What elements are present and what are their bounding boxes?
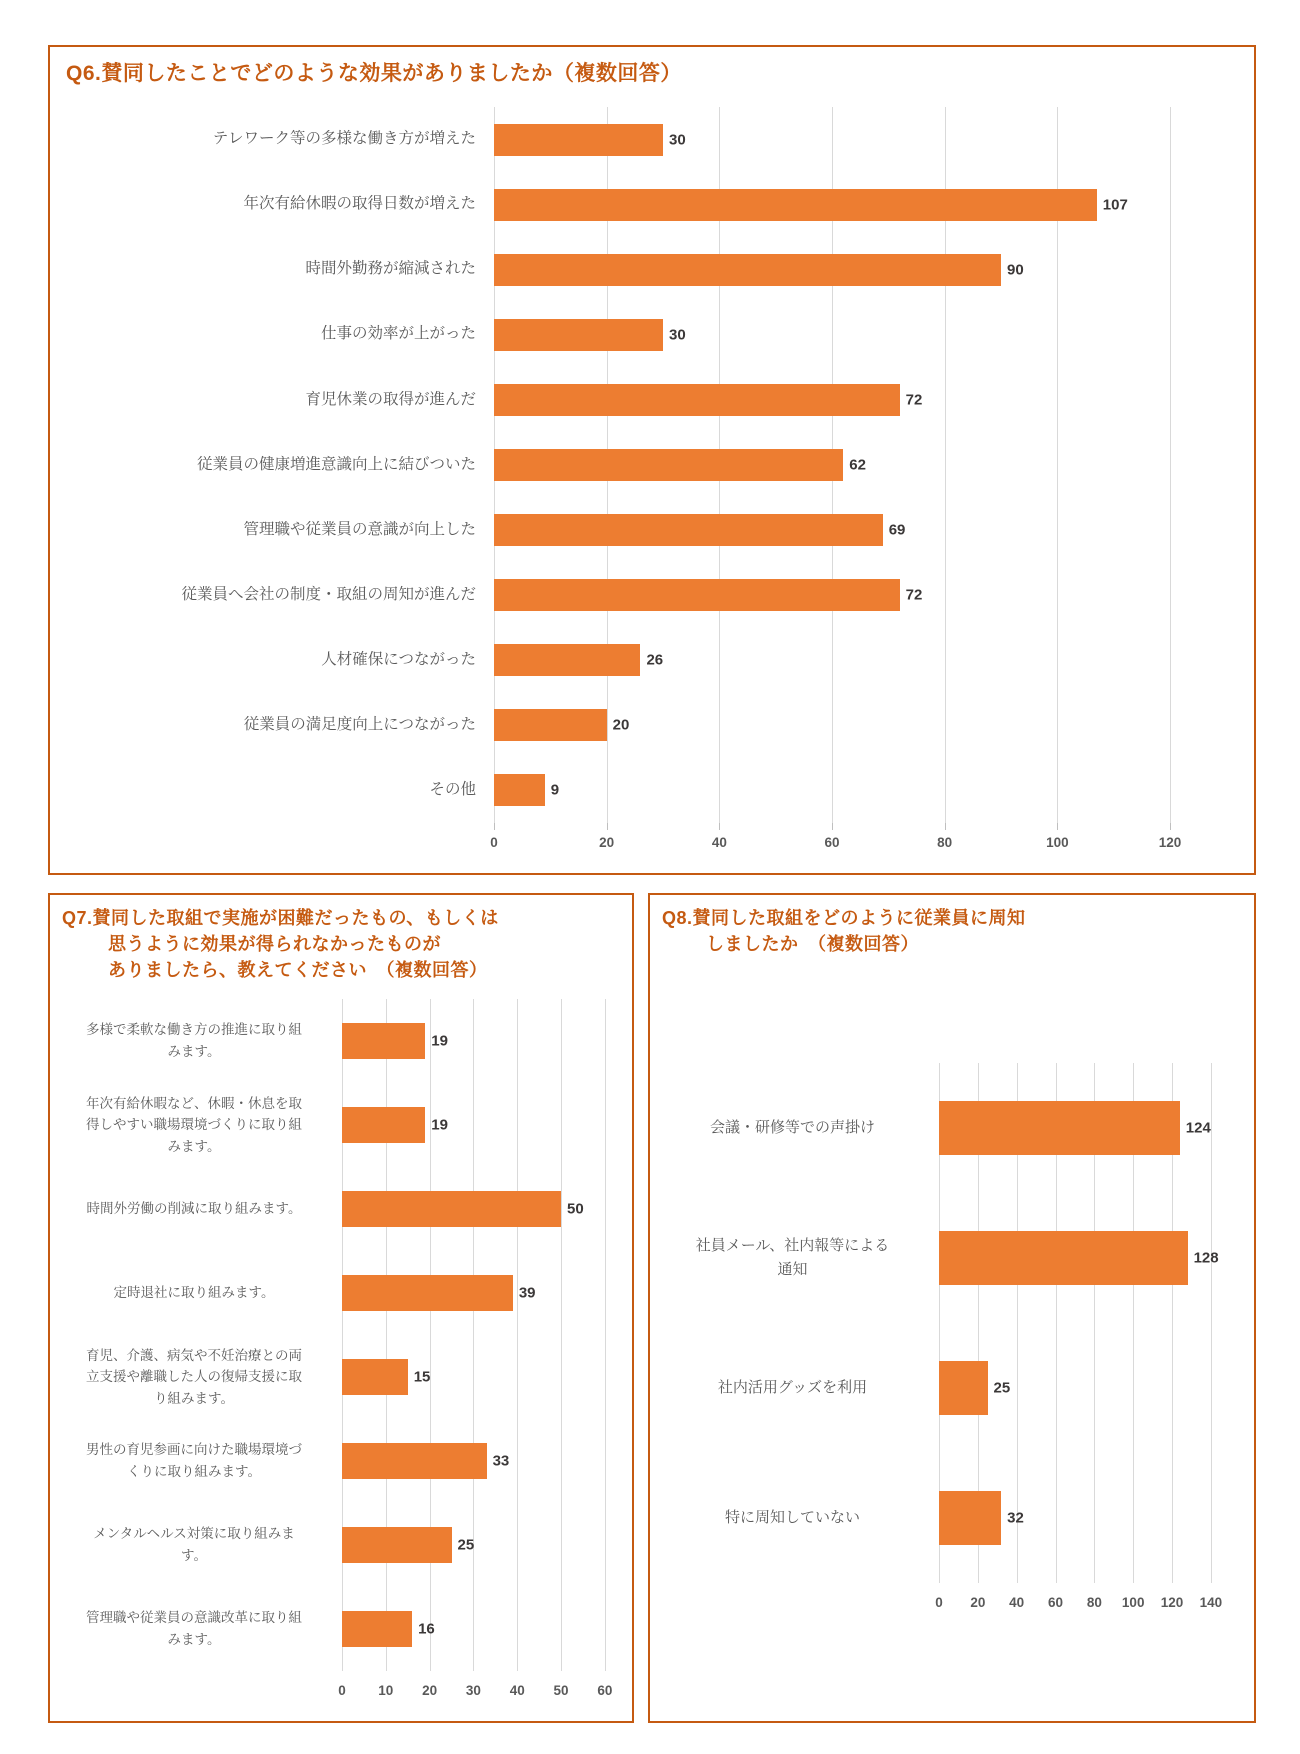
chart-title — [66, 59, 682, 89]
chart-title-line: Q8.賛同した取組をどのように従業員に周知 — [662, 908, 1026, 928]
bar — [939, 1491, 1001, 1545]
value-label: 72 — [905, 391, 923, 409]
category-label-line: 多様で柔軟な働き方の推進に取り組 — [86, 1022, 302, 1038]
axis-tick-label: 60 — [824, 835, 840, 850]
plot-area — [656, 1063, 1240, 1627]
category-label — [56, 1282, 342, 1304]
category-label-line: メンタルヘルス対策に取り組みま — [93, 1526, 295, 1542]
category-label-line: 人材確保につながった — [321, 650, 476, 668]
chart-title-line: 思うように効果が得られなかったものが — [108, 934, 441, 955]
bar — [494, 384, 900, 416]
bar-cell — [494, 758, 1232, 823]
category-label-line: 育児、介護、病気や不妊治療との両 — [86, 1347, 302, 1363]
category-label — [58, 192, 494, 217]
axis-tick-label: 80 — [937, 835, 953, 850]
bar-cell — [342, 999, 618, 1083]
category-label-line: 従業員へ会社の制度・取組の周知が進んだ — [181, 585, 476, 603]
category-label-line: 得しやすい職場環境づくりに取り組 — [86, 1117, 302, 1133]
category-label — [56, 1019, 342, 1062]
bar-cell — [342, 1503, 618, 1587]
axis-tick — [607, 823, 608, 830]
bar-cell — [342, 1587, 618, 1671]
axis-tick — [719, 823, 720, 830]
bar — [342, 1107, 425, 1143]
bar-cell — [494, 237, 1232, 302]
axis-tick — [1057, 823, 1058, 830]
axis-tick — [832, 823, 833, 830]
axis-tick-label: 0 — [338, 1683, 346, 1698]
category-label — [58, 778, 494, 803]
category-label-line: その他 — [429, 781, 476, 799]
bar-cell — [939, 1193, 1240, 1323]
x-axis — [338, 1671, 618, 1715]
axis-tick-label: 0 — [935, 1595, 943, 1610]
axis-tick-label: 80 — [1086, 1595, 1102, 1610]
category-label-line: 年次有給休暇の取得日数が増えた — [243, 195, 476, 213]
category-label-line: 管理職や従業員の意識改革に取り組 — [86, 1610, 302, 1626]
category-label — [56, 1345, 342, 1410]
value-label: 124 — [1185, 1119, 1211, 1137]
axis-tick-label: 20 — [599, 835, 615, 850]
category-label-line: 時間外労働の削減に取り組みます。 — [86, 1201, 302, 1217]
value-label: 19 — [431, 1032, 448, 1050]
value-label: 39 — [518, 1284, 536, 1302]
category-label-line: テレワーク等の多様な働き方が増えた — [212, 130, 476, 148]
category-label — [656, 1116, 939, 1140]
category-label — [656, 1506, 939, 1530]
axis-tick — [494, 823, 495, 830]
category-label-line: 立支援や離職した人の復帰支援に取 — [86, 1369, 302, 1385]
bar — [939, 1231, 1188, 1285]
bar — [342, 1275, 513, 1311]
bar-rows — [58, 107, 1232, 823]
axis-tick-label: 100 — [1121, 1595, 1145, 1610]
category-label-line: 定時退社に取り組みます。 — [113, 1285, 275, 1301]
bar-cell — [494, 302, 1232, 367]
chart-q6-panel — [48, 45, 1256, 875]
value-label: 33 — [492, 1452, 510, 1470]
bar-row — [58, 693, 1232, 758]
value-label: 30 — [669, 326, 686, 344]
bar-row — [58, 563, 1232, 628]
category-label-line: り組みます。 — [154, 1390, 234, 1406]
category-label-line: 会議・研修等での声掛け — [709, 1119, 875, 1136]
chart-title — [662, 905, 1026, 957]
bar-row — [56, 1083, 618, 1167]
bar-cell — [494, 367, 1232, 432]
bar-row — [656, 1453, 1240, 1583]
bar-cell — [494, 693, 1232, 758]
bar — [494, 514, 883, 546]
axis-tick-label: 0 — [490, 835, 498, 850]
category-label-line: す。 — [181, 1548, 207, 1563]
bar — [342, 1527, 452, 1563]
bar — [494, 579, 900, 611]
bar-cell — [939, 1063, 1240, 1193]
bar-row — [56, 1251, 618, 1335]
bar-rows — [656, 1063, 1240, 1583]
value-label: 16 — [418, 1620, 435, 1638]
value-label: 50 — [567, 1200, 584, 1218]
value-label: 90 — [1007, 261, 1024, 279]
x-axis — [935, 1583, 1240, 1627]
category-label-line: くりに取り組みます。 — [127, 1464, 261, 1479]
category-label — [56, 1439, 342, 1482]
bar-row — [58, 302, 1232, 367]
bar-cell — [939, 1453, 1240, 1583]
bar-row — [58, 432, 1232, 497]
bar-cell — [342, 1251, 618, 1335]
value-label: 107 — [1102, 196, 1128, 214]
bar-row — [58, 172, 1232, 237]
category-label — [58, 518, 494, 543]
category-label — [58, 583, 494, 608]
category-label-line: 男性の育児参画に向けた職場環境づ — [86, 1442, 302, 1458]
bar-cell — [494, 628, 1232, 693]
axis-tick — [1170, 823, 1171, 830]
category-label — [58, 453, 494, 478]
chart-q8-panel — [648, 893, 1256, 1723]
bar-row — [56, 1587, 618, 1671]
bar-row — [56, 1167, 618, 1251]
bar-row — [58, 107, 1232, 172]
category-label — [58, 322, 494, 347]
category-label — [56, 1093, 342, 1158]
axis-tick-label: 40 — [1009, 1595, 1025, 1610]
bar-cell — [342, 1419, 618, 1503]
category-label-line: 社内活用グッズを利用 — [717, 1379, 868, 1396]
axis-tick-label: 40 — [711, 835, 727, 850]
category-label-line: 特に周知していない — [724, 1509, 860, 1526]
x-axis — [490, 823, 1232, 867]
category-label-line: 社員メール、社内報等による — [695, 1237, 890, 1254]
value-label: 19 — [431, 1116, 448, 1134]
bar-rows — [56, 999, 618, 1671]
category-label-line: 仕事の効率が上がった — [320, 325, 476, 343]
axis-tick-label: 10 — [378, 1683, 394, 1698]
chart-title-line: Q6.賛同したことでどのような効果がありましたか（複数回答） — [66, 62, 682, 85]
axis-tick-label: 50 — [553, 1683, 569, 1698]
axis-tick-label: 100 — [1046, 835, 1069, 850]
axis-tick-label: 60 — [1048, 1595, 1064, 1610]
axis-tick-label: 140 — [1199, 1595, 1223, 1610]
category-label-line: 管理職や従業員の意識が向上した — [243, 520, 476, 538]
chart-title — [62, 905, 499, 983]
bar-row — [56, 1503, 618, 1587]
bar — [342, 1443, 487, 1479]
bar — [494, 189, 1097, 221]
category-label — [56, 1607, 342, 1650]
axis-tick-label: 20 — [422, 1683, 438, 1698]
bar-cell — [494, 432, 1232, 497]
category-label — [56, 1523, 342, 1566]
bar — [494, 124, 663, 156]
bar-row — [656, 1063, 1240, 1193]
value-label: 30 — [669, 131, 686, 149]
category-label-line: 従業員の満足度向上につながった — [243, 715, 476, 733]
bar-cell — [342, 1335, 618, 1419]
category-label-line: みます。 — [167, 1138, 221, 1154]
bar — [494, 644, 640, 676]
value-label: 62 — [849, 456, 866, 474]
category-label — [58, 127, 494, 152]
category-label-line: みます。 — [167, 1632, 221, 1647]
bar-row — [56, 1419, 618, 1503]
plot-area — [58, 107, 1232, 867]
axis-tick-label: 20 — [970, 1595, 986, 1610]
category-label-line: 年次有給休暇など、休暇・休息を取 — [86, 1095, 302, 1111]
bar — [494, 449, 843, 481]
bar — [494, 709, 607, 741]
category-label-line: 育児休業の取得が進んだ — [305, 390, 476, 408]
category-label-line: 通知 — [777, 1261, 808, 1278]
value-label: 26 — [646, 651, 664, 669]
bar — [342, 1359, 408, 1395]
category-label — [58, 713, 494, 738]
bar — [939, 1101, 1180, 1155]
bar-cell — [494, 107, 1232, 172]
bar-cell — [939, 1323, 1240, 1453]
bar-row — [58, 367, 1232, 432]
chart-title-line: Q7.賛同した取組で実施が困難だったもの、もしくは — [62, 908, 499, 928]
chart-title-line: しましたか （複数回答） — [706, 934, 919, 955]
category-label-line: みます。 — [167, 1044, 221, 1059]
value-label: 9 — [550, 781, 560, 799]
bar-row — [656, 1193, 1240, 1323]
chart-q7-panel — [48, 893, 634, 1723]
bar-row — [58, 628, 1232, 693]
bar-row — [656, 1323, 1240, 1453]
bar-cell — [494, 172, 1232, 237]
bar-row — [58, 758, 1232, 823]
axis-tick-label: 120 — [1158, 835, 1182, 850]
value-label: 128 — [1193, 1249, 1219, 1267]
bar-cell — [342, 1083, 618, 1167]
bar-row — [58, 237, 1232, 302]
bar — [342, 1611, 412, 1647]
plot-area — [56, 999, 618, 1715]
value-label: 69 — [888, 521, 906, 539]
category-label — [58, 388, 494, 413]
bar-row — [58, 498, 1232, 563]
bar — [342, 1191, 561, 1227]
bar — [494, 254, 1001, 286]
category-label — [58, 648, 494, 673]
bar-cell — [494, 498, 1232, 563]
category-label-line: 従業員の健康増進意識向上に結びついた — [196, 455, 476, 473]
bar — [494, 319, 663, 351]
bar-row — [56, 999, 618, 1083]
category-label — [58, 257, 494, 282]
value-label: 20 — [612, 716, 630, 734]
axis-tick-label: 120 — [1160, 1595, 1184, 1610]
value-label: 15 — [413, 1368, 431, 1386]
axis-tick — [945, 823, 946, 830]
category-label — [656, 1376, 939, 1400]
axis-tick-label: 60 — [597, 1683, 613, 1698]
value-label: 32 — [1007, 1509, 1024, 1527]
bar — [939, 1361, 988, 1415]
axis-tick-label: 40 — [509, 1683, 525, 1698]
bar-cell — [494, 563, 1232, 628]
bar-row — [56, 1335, 618, 1419]
value-label: 25 — [457, 1536, 475, 1554]
category-label — [56, 1198, 342, 1220]
category-label — [656, 1234, 939, 1282]
category-label-line: 時間外勤務が縮減された — [305, 260, 476, 278]
bar-cell — [342, 1167, 618, 1251]
chart-title-line: ありましたら、教えてください （複数回答） — [108, 960, 488, 981]
bar — [494, 774, 545, 806]
value-label: 72 — [905, 586, 923, 604]
axis-tick-label: 30 — [465, 1683, 481, 1698]
value-label: 25 — [993, 1379, 1011, 1397]
bar — [342, 1023, 425, 1059]
